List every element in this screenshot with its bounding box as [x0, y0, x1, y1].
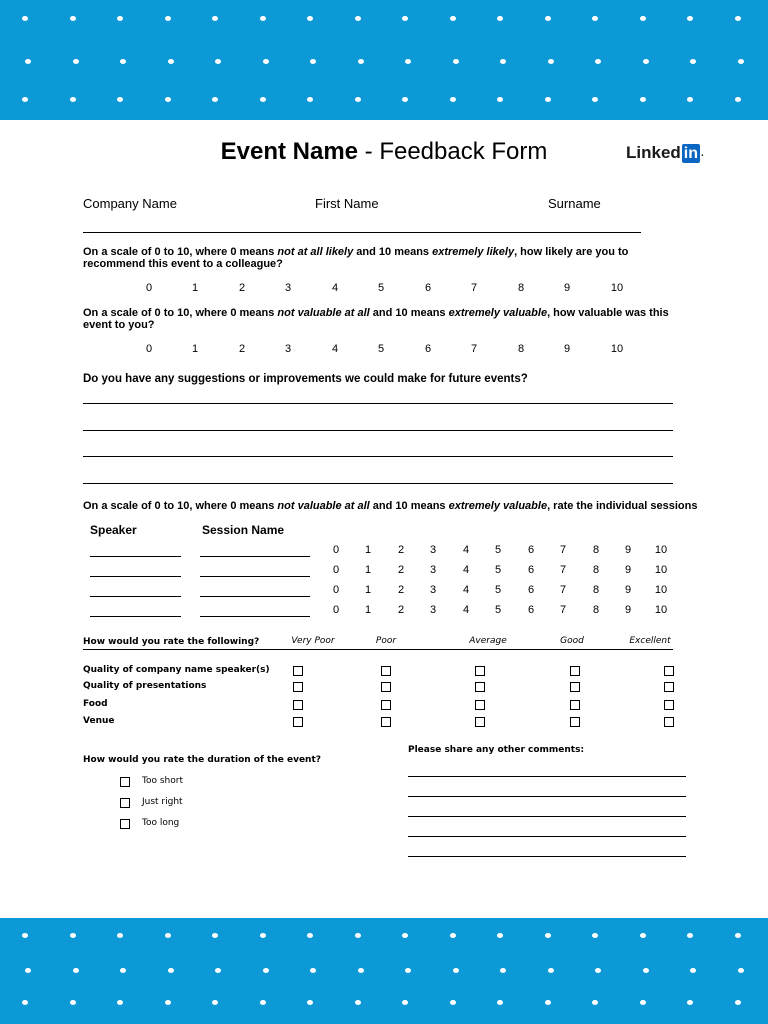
session-scale-option-2[interactable]: 2	[397, 564, 405, 576]
comment-line[interactable]	[408, 796, 686, 797]
band-dot	[402, 16, 408, 21]
band-dot	[453, 59, 459, 64]
band-dot	[592, 16, 598, 21]
speaker-input-line[interactable]	[90, 576, 181, 577]
band-dot	[643, 59, 649, 64]
band-dot	[450, 16, 456, 21]
band-dot	[450, 1000, 456, 1005]
company-name-label: Company Name	[83, 196, 177, 211]
rating-checkbox[interactable]	[381, 666, 391, 676]
recommend-scale[interactable]	[0, 282, 768, 296]
rating-column-average: Average	[469, 636, 507, 646]
band-dot	[402, 933, 408, 938]
scale-option-7[interactable]: 7	[470, 282, 478, 294]
band-dot	[73, 59, 79, 64]
session-scale-option-9[interactable]: 9	[624, 544, 632, 556]
band-dot	[307, 16, 313, 21]
band-dot	[70, 933, 76, 938]
rating-checkbox[interactable]	[475, 700, 485, 710]
q4-low-label: not valuable at all	[277, 500, 370, 512]
band-dot	[117, 933, 123, 938]
session-scale-option-2[interactable]: 2	[397, 584, 405, 596]
event-name-title: Event Name	[220, 138, 358, 165]
band-dot	[260, 933, 266, 938]
session-scale-option-6[interactable]: 6	[527, 604, 535, 616]
band-dot	[263, 968, 269, 973]
rating-checkbox[interactable]	[570, 717, 580, 727]
band-dot	[168, 968, 174, 973]
q4-prefix: On a scale of 0 to 10, where 0 means	[83, 500, 278, 512]
linkedin-logo-text: Linked	[626, 143, 681, 162]
rating-checkbox[interactable]	[664, 717, 674, 727]
rating-row-label: Venue	[83, 716, 115, 726]
band-dot	[592, 97, 598, 102]
band-dot	[73, 968, 79, 973]
session-scale-option-3[interactable]: 3	[429, 604, 437, 616]
session-scale-option-5[interactable]: 5	[494, 584, 502, 596]
scale-option-10[interactable]: 10	[610, 343, 624, 355]
band-dot	[500, 968, 506, 973]
band-dot	[500, 59, 506, 64]
session-scale-option-7[interactable]: 7	[559, 564, 567, 576]
band-dot	[548, 968, 554, 973]
feedback-form-title: - Feedback Form	[358, 138, 548, 165]
session-scale-option-4[interactable]: 4	[462, 604, 470, 616]
band-dot	[405, 59, 411, 64]
band-dot	[738, 968, 744, 973]
q1-low-label: not at all likely	[277, 246, 354, 258]
band-dot	[735, 933, 741, 938]
q4-mid: and 10 means	[369, 500, 449, 512]
session-scale-option-7[interactable]: 7	[559, 604, 567, 616]
band-dot	[405, 968, 411, 973]
linkedin-logo-dot: .	[701, 147, 704, 159]
band-dot	[165, 1000, 171, 1005]
band-dot	[497, 16, 503, 21]
q1-high-label: extremely likely	[432, 246, 515, 258]
session-scale-option-6[interactable]: 6	[527, 584, 535, 596]
band-dot	[592, 1000, 598, 1005]
name-fields-line[interactable]	[83, 232, 641, 233]
band-dot	[25, 968, 31, 973]
comment-line[interactable]	[408, 776, 686, 777]
duration-option-label: Too short	[142, 776, 183, 786]
q4-suffix: , rate the individual sessions	[547, 500, 698, 512]
session-scale-option-2[interactable]: 2	[397, 544, 405, 556]
rating-column-very-poor: Very Poor	[291, 636, 335, 646]
band-dot	[355, 97, 361, 102]
session-scale-option-8[interactable]: 8	[592, 564, 600, 576]
scale-option-3[interactable]: 3	[284, 343, 292, 355]
rating-checkbox[interactable]	[293, 666, 303, 676]
linkedin-logo	[626, 143, 704, 163]
session-name-input-line[interactable]	[200, 556, 310, 557]
q1-suffix: , how likely are you to recommend this event to a colleague?	[83, 246, 629, 270]
band-dot	[260, 1000, 266, 1005]
suggestion-line[interactable]	[83, 403, 673, 404]
session-scale-option-7[interactable]: 7	[559, 584, 567, 596]
band-dot	[735, 16, 741, 21]
session-name-input-line[interactable]	[200, 576, 310, 577]
session-scale-option-4[interactable]: 4	[462, 564, 470, 576]
session-scale-option-8[interactable]: 8	[592, 584, 600, 596]
band-dot	[687, 1000, 693, 1005]
rating-checkbox[interactable]	[293, 717, 303, 727]
linkedin-in-mark: in	[683, 144, 699, 162]
band-dot	[545, 933, 551, 938]
top-decorative-band	[0, 0, 768, 120]
session-scale-option-10[interactable]: 10	[654, 544, 668, 556]
band-dot	[690, 59, 696, 64]
session-scale-option-0[interactable]: 0	[332, 584, 340, 596]
rating-checkbox[interactable]	[664, 666, 674, 676]
suggestion-line[interactable]	[83, 456, 673, 457]
band-dot	[165, 933, 171, 938]
session-scale-option-3[interactable]: 3	[429, 564, 437, 576]
session-scale-option-10[interactable]: 10	[654, 604, 668, 616]
first-name-label: First Name	[315, 196, 379, 211]
scale-option-5[interactable]: 5	[377, 282, 385, 294]
rating-column-excellent: Excellent	[629, 636, 671, 646]
session-scale-option-0[interactable]: 0	[332, 604, 340, 616]
rating-question: How would you rate the following?	[83, 637, 260, 647]
band-dot	[355, 933, 361, 938]
band-dot	[215, 968, 221, 973]
scale-option-8[interactable]: 8	[517, 282, 525, 294]
speaker-header: Speaker	[90, 523, 137, 537]
session-name-input-line[interactable]	[200, 596, 310, 597]
session-scale-option-6[interactable]: 6	[527, 564, 535, 576]
session-scale-option-9[interactable]: 9	[624, 604, 632, 616]
q4-high-label: extremely valuable	[448, 500, 548, 512]
q1-prefix: On a scale of 0 to 10, where 0 means	[83, 246, 278, 258]
suggestion-line[interactable]	[83, 483, 673, 484]
q2-suffix: , how valuable was this event to you?	[83, 307, 669, 331]
scale-option-5[interactable]: 5	[377, 343, 385, 355]
session-scale-option-10[interactable]: 10	[654, 564, 668, 576]
band-dot	[355, 1000, 361, 1005]
rating-checkbox[interactable]	[381, 717, 391, 727]
band-dot	[450, 933, 456, 938]
band-dot	[120, 968, 126, 973]
band-dot	[545, 1000, 551, 1005]
session-scale-option-7[interactable]: 7	[559, 544, 567, 556]
band-dot	[22, 1000, 28, 1005]
suggestion-line[interactable]	[83, 430, 673, 431]
rating-row-label: Quality of company name speaker(s)	[83, 665, 270, 675]
rating-checkbox[interactable]	[381, 682, 391, 692]
band-dot	[215, 59, 221, 64]
band-dot	[307, 933, 313, 938]
scale-option-9[interactable]: 9	[563, 282, 571, 294]
rating-checkbox[interactable]	[664, 700, 674, 710]
band-dot	[450, 97, 456, 102]
band-dot	[70, 16, 76, 21]
band-dot	[165, 16, 171, 21]
session-scale-option-2[interactable]: 2	[397, 604, 405, 616]
comment-line[interactable]	[408, 836, 686, 837]
scale-option-1[interactable]: 1	[191, 343, 199, 355]
band-dot	[165, 97, 171, 102]
scale-option-7[interactable]: 7	[470, 343, 478, 355]
session-scale-option-8[interactable]: 8	[592, 544, 600, 556]
rating-checkbox[interactable]	[381, 700, 391, 710]
band-dot	[70, 1000, 76, 1005]
rating-row-label: Quality of presentations	[83, 681, 207, 691]
band-dot	[687, 933, 693, 938]
band-dot	[640, 933, 646, 938]
band-dot	[310, 59, 316, 64]
rating-header-rule	[83, 649, 673, 650]
band-dot	[263, 59, 269, 64]
band-dot	[355, 16, 361, 21]
band-dot	[168, 59, 174, 64]
session-scale-option-4[interactable]: 4	[462, 544, 470, 556]
session-scale-option-1[interactable]: 1	[364, 564, 372, 576]
rating-checkbox[interactable]	[475, 682, 485, 692]
session-scale-option-0[interactable]: 0	[332, 564, 340, 576]
session-name-input-line[interactable]	[200, 616, 310, 617]
session-scale-option-3[interactable]: 3	[429, 584, 437, 596]
band-dot	[402, 1000, 408, 1005]
session-scale-option-5[interactable]: 5	[494, 564, 502, 576]
band-dot	[592, 933, 598, 938]
session-scale-option-9[interactable]: 9	[624, 564, 632, 576]
band-dot	[640, 1000, 646, 1005]
band-dot	[640, 16, 646, 21]
scale-option-10[interactable]: 10	[610, 282, 624, 294]
band-dot	[260, 16, 266, 21]
duration-option-label: Too long	[142, 818, 180, 828]
band-dot	[307, 97, 313, 102]
band-dot	[643, 968, 649, 973]
rating-checkbox[interactable]	[293, 700, 303, 710]
duration-checkbox[interactable]	[120, 819, 130, 829]
speaker-input-line[interactable]	[90, 616, 181, 617]
duration-option-label: Just right	[142, 797, 183, 807]
scale-option-9[interactable]: 9	[563, 343, 571, 355]
scale-option-4[interactable]: 4	[331, 343, 339, 355]
band-dot	[25, 59, 31, 64]
comment-line[interactable]	[408, 816, 686, 817]
band-dot	[545, 97, 551, 102]
scale-option-8[interactable]: 8	[517, 343, 525, 355]
band-dot	[212, 16, 218, 21]
comment-line[interactable]	[408, 856, 686, 857]
band-dot	[22, 97, 28, 102]
question-suggestions: Do you have any suggestions or improvements we could make for future events?	[83, 373, 528, 385]
q2-prefix: On a scale of 0 to 10, where 0 means	[83, 307, 278, 319]
session-scale-option-5[interactable]: 5	[494, 604, 502, 616]
session-name-header: Session Name	[202, 523, 285, 537]
rating-column-good: Good	[560, 636, 584, 646]
rating-row-label: Food	[83, 699, 108, 709]
session-scale-option-5[interactable]: 5	[494, 544, 502, 556]
band-dot	[548, 59, 554, 64]
band-dot	[497, 933, 503, 938]
scale-option-3[interactable]: 3	[284, 282, 292, 294]
duration-question: How would you rate the duration of the event?	[83, 755, 321, 765]
band-dot	[117, 97, 123, 102]
band-dot	[497, 97, 503, 102]
comments-label: Please share any other comments:	[408, 745, 585, 755]
band-dot	[22, 933, 28, 938]
rating-column-poor: Poor	[375, 636, 397, 646]
band-dot	[595, 968, 601, 973]
scale-option-2[interactable]: 2	[238, 282, 246, 294]
q1-mid: and 10 means	[353, 246, 433, 258]
session-scale-option-9[interactable]: 9	[624, 584, 632, 596]
rating-checkbox[interactable]	[293, 682, 303, 692]
question-sessions	[83, 500, 697, 512]
q2-low-label: not valuable at all	[277, 307, 370, 319]
band-dot	[687, 16, 693, 21]
scale-option-2[interactable]: 2	[238, 343, 246, 355]
scale-option-6[interactable]: 6	[424, 282, 432, 294]
band-dot	[453, 968, 459, 973]
rating-checkbox[interactable]	[570, 682, 580, 692]
rating-checkbox[interactable]	[570, 666, 580, 676]
band-dot	[690, 968, 696, 973]
session-scale-option-8[interactable]: 8	[592, 604, 600, 616]
band-dot	[358, 59, 364, 64]
band-dot	[640, 97, 646, 102]
rating-checkbox[interactable]	[664, 682, 674, 692]
band-dot	[22, 16, 28, 21]
band-dot	[310, 968, 316, 973]
band-dot	[212, 97, 218, 102]
duration-checkbox[interactable]	[120, 798, 130, 808]
scale-option-0[interactable]: 0	[145, 343, 153, 355]
band-dot	[358, 968, 364, 973]
band-dot	[687, 97, 693, 102]
duration-checkbox[interactable]	[120, 777, 130, 787]
rating-checkbox[interactable]	[570, 700, 580, 710]
band-dot	[212, 933, 218, 938]
session-scale-option-1[interactable]: 1	[364, 584, 372, 596]
session-scale-option-1[interactable]: 1	[364, 544, 372, 556]
band-dot	[402, 97, 408, 102]
band-dot	[497, 1000, 503, 1005]
scale-option-0[interactable]: 0	[145, 282, 153, 294]
session-scale-option-0[interactable]: 0	[332, 544, 340, 556]
band-dot	[212, 1000, 218, 1005]
session-scale-option-10[interactable]: 10	[654, 584, 668, 596]
rating-checkbox[interactable]	[475, 717, 485, 727]
band-dot	[545, 16, 551, 21]
speaker-input-line[interactable]	[90, 556, 181, 557]
session-scale-option-1[interactable]: 1	[364, 604, 372, 616]
question-recommend	[83, 246, 693, 270]
band-dot	[595, 59, 601, 64]
rating-checkbox[interactable]	[475, 666, 485, 676]
band-dot	[120, 59, 126, 64]
session-scale-option-4[interactable]: 4	[462, 584, 470, 596]
band-dot	[117, 1000, 123, 1005]
surname-label: Surname	[548, 196, 601, 211]
scale-option-4[interactable]: 4	[331, 282, 339, 294]
band-dot	[307, 1000, 313, 1005]
q2-mid: and 10 means	[369, 307, 449, 319]
scale-option-6[interactable]: 6	[424, 343, 432, 355]
q2-high-label: extremely valuable	[448, 307, 548, 319]
band-dot	[735, 1000, 741, 1005]
value-scale[interactable]	[0, 343, 768, 357]
scale-option-1[interactable]: 1	[191, 282, 199, 294]
band-dot	[738, 59, 744, 64]
bottom-decorative-band	[0, 918, 768, 1024]
band-dot	[70, 97, 76, 102]
band-dot	[260, 97, 266, 102]
band-dot	[735, 97, 741, 102]
session-scale-option-3[interactable]: 3	[429, 544, 437, 556]
speaker-input-line[interactable]	[90, 596, 181, 597]
question-value	[83, 307, 693, 331]
session-scale-option-6[interactable]: 6	[527, 544, 535, 556]
band-dot	[117, 16, 123, 21]
